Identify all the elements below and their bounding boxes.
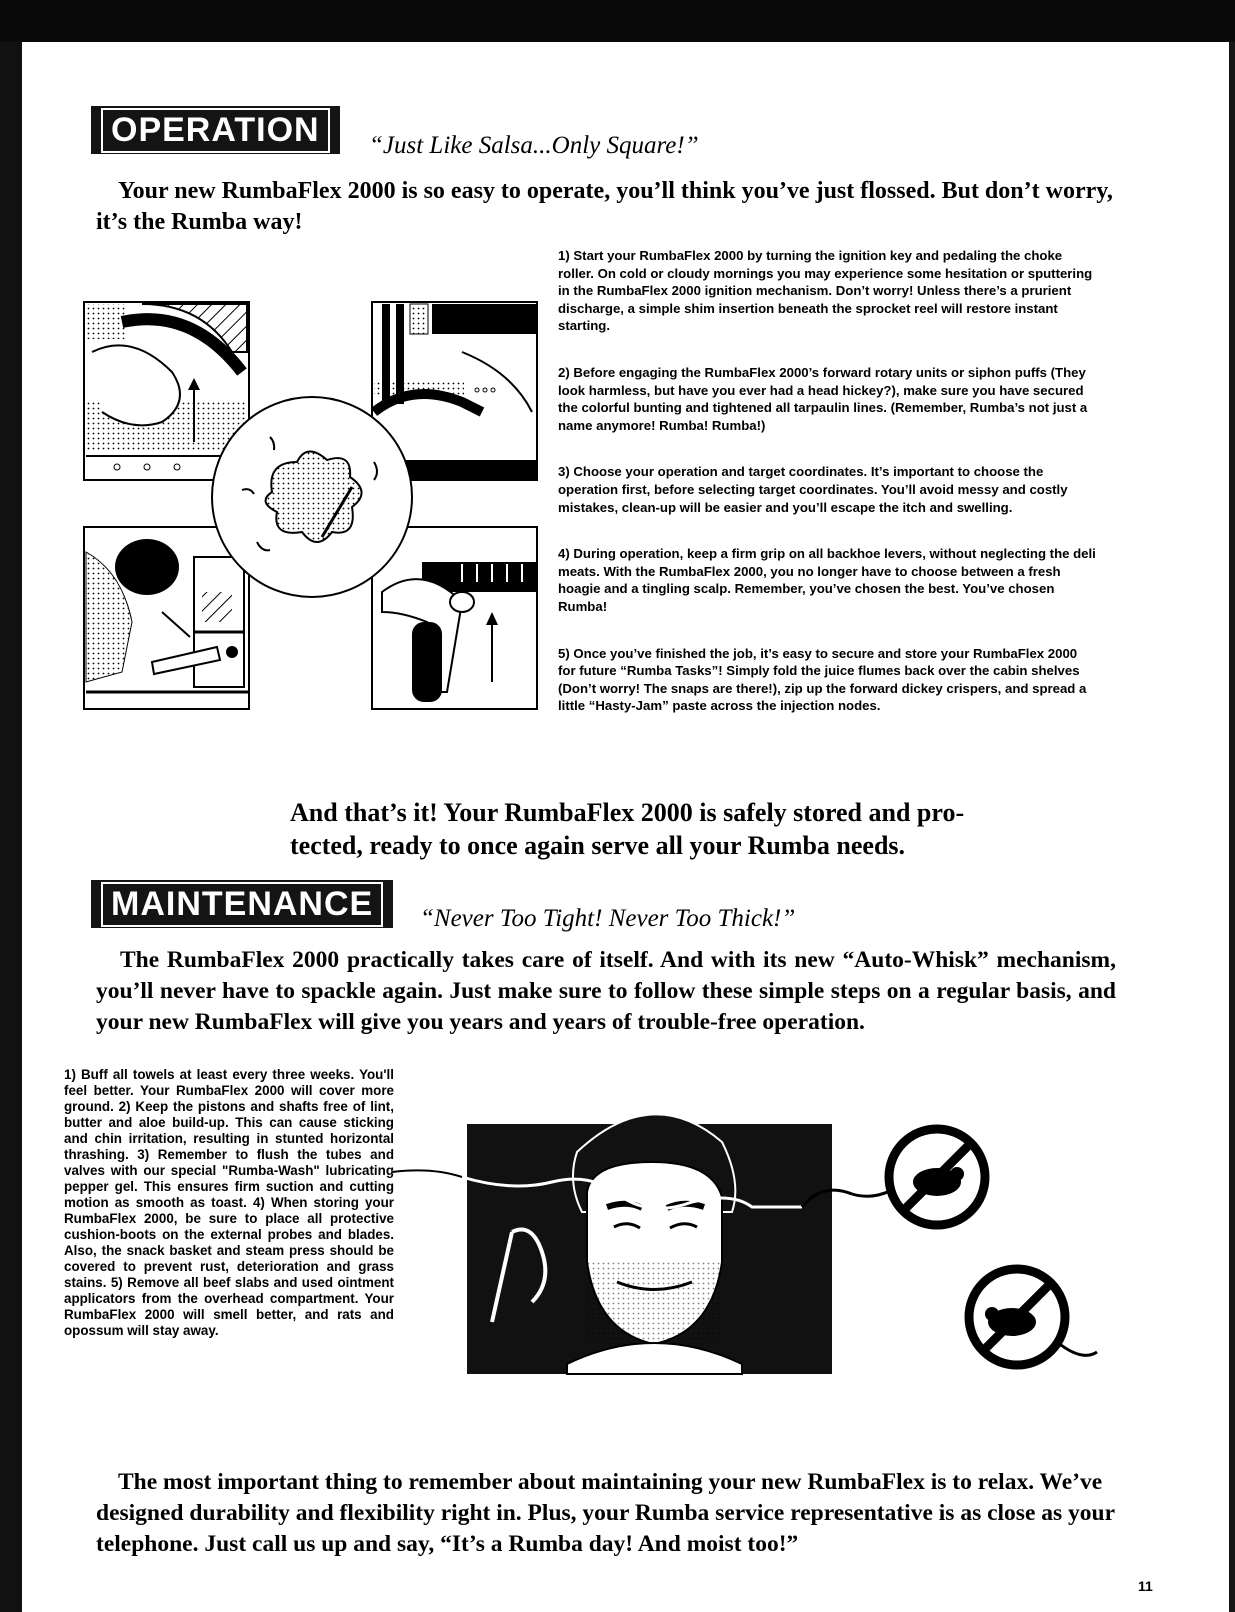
maintenance-intro: The RumbaFlex 2000 practically takes care of itself. And with its new “Auto-Whisk” mechanism, you’ll never have to spackle again. Just make sure to follow these simple steps on a regular basis, and your new RumbaFlex will give you years and years of trouble-free operation. [96,947,1116,1035]
scan-right-border [1229,42,1235,1612]
operation-step: 5) Once you’ve finished the job, it’s easy to secure and store your RumbaFlex 2000 for future “Rumba Tasks”! Simply fold the juice flumes back over the cabin shelves (Don’t worry! The snaps are there!), zip up the forward dickey crispers, and spread a little “Hasty-Jam” paste across the injection nodes. [558,645,1087,714]
operation-step: 4) During operation, keep a firm grip on all backhoe levers, without neglecting the deli meats. With the RumbaFlex 2000, you no longer have to choose between a fresh hoagie and a tingling scalp. Remember, you’ve chosen the best. You’ve chosen Rumba! [558,546,1096,614]
operation-step: 2) Before engaging the RumbaFlex 2000’s forward rotary units or siphon puffs (They look harmless, but have you ever had a head hickey?), make sure you have secured the colorful bunting and tightened all tarpaulin lines. (Remember, Rumba’s not just a name anymore! Rumba! Rumba!) [558,364,1088,433]
operation-step: 1) Start your RumbaFlex 2000 by turning the ignition key and pedaling the choke roller. On cold or cloudy mornings you may experience some hesitation or sputtering in the RumbaFlex 2000 ignition mechanism. Don’t worry! Unless there’s a prurient discharge, a simple shim insertion beneath the sprocket reel will restore instant starting. [558,248,1093,334]
scan-top-border [0,0,1235,42]
maintenance-illustration [392,1082,1112,1402]
maintenance-closing: The most important thing to remember about maintaining your new RumbaFlex is to relax. We’ve designed durability and flexibility right in. Plus, your Rumba service representative is as close as your telephone. Just call us up and say, “It’s a Rumba day! And moist too!” [96,1469,1115,1557]
maintenance-steps: 1) Buff all towels at least every three weeks. You'll feel better. Your RumbaFlex 2000 will cover more ground. 2) Keep the pistons and shafts free of lint, butter and aloe build-up. This can cause sticking and chin irritation, resulting in stunted horizontal thrashing. 3) Remember to flush the tubes and valves with our special "Rumba-Wash" lubricating pepper gel. This ensures firm suction and cutting motion as smooth as toast. 4) When storing your RumbaFlex 2000, be sure to place all protective cushion-boots on the external probes and blades. Also, the snack basket and steam press should be covered to prevent rust, deterioration and grass stains. 5) Remove all beef slabs and used ointment applicators from the overhead compartment. Your RumbaFlex 2000 will smell better, and rats and opossum will stay away. [64,1067,394,1338]
operation-intro: Your new RumbaFlex 2000 is so easy to operate, you’ll think you’ve just flossed. But don’t worry, it’s the Rumba way! [96,178,1113,235]
center-splash-circle [212,397,412,597]
operation-illustration [82,292,552,712]
operation-step: 3) Choose your operation and target coordinates. It’s important to choose the operation first, before selecting target coordinates. You’ll avoid messy and costly mistakes, clean-up will be easier and you’ll escape the itch and swelling. [558,464,1068,515]
operation-conclusion: And that’s it! Your RumbaFlex 2000 is safely stored and pro- tected, ready to once again serve all your Rumba needs. [290,798,965,860]
panel-operator [84,527,249,709]
maintenance-tagline: “Never Too Tight! Never Too Thick!” [420,905,796,932]
operation-heading: OPERATION [91,106,340,154]
page-number: 11 [1138,1578,1153,1594]
manual-page [22,42,1229,1612]
operation-tagline: “Just Like Salsa...Only Square!” [369,132,699,159]
maintenance-heading: MAINTENANCE [91,880,393,928]
panel-levers [372,527,537,709]
no-rat-icon [852,1129,985,1225]
operation-steps [558,247,1098,744]
no-opossum-icon [969,1269,1097,1365]
